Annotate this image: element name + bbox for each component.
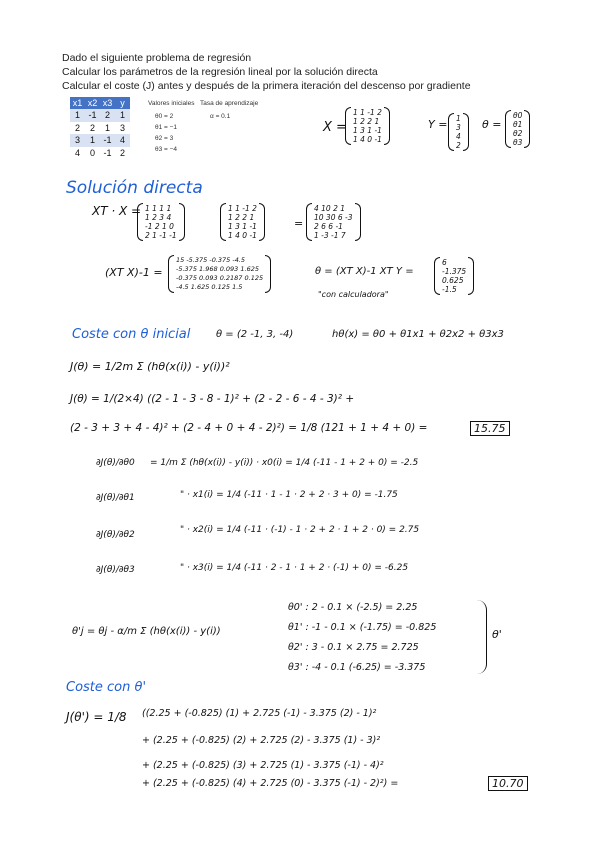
cost-new-line-3: + (2.25 + (-0.825) (3) + 2.725 (1) - 3.375 (-1) - 4)² [142, 760, 384, 771]
initial-value-theta2: θ2 = 3 [155, 135, 174, 142]
matrix-row: 1 -3 -1 7 [314, 231, 346, 240]
matrix-row: 1 1 -1 2 [353, 108, 382, 117]
y-vector [448, 113, 469, 151]
matrix-row: -1.5 [442, 285, 457, 294]
matrix-row: -4.5 1.625 0.125 1.5 [176, 283, 243, 291]
matrix-row: 1 3 1 -1 [228, 222, 257, 231]
matrix-row: 2 1 -1 -1 [145, 231, 177, 240]
matrix-row: 1 [456, 114, 461, 123]
learning-rate-title: Tasa de aprendizaje [200, 100, 259, 107]
cost-new-line-2: + (2.25 + (-0.825) (2) + 2.725 (2) - 3.375 (1) - 3)² [142, 735, 381, 746]
table-cell: 3 [115, 122, 130, 135]
cost-new-result: 10.70 [488, 776, 528, 791]
matrix-row: -1.375 [442, 267, 467, 276]
inverse-matrix [168, 255, 271, 293]
xtx-matrix [306, 203, 361, 241]
header-x2: x2 [85, 97, 100, 109]
theta-vector-label: θ = [482, 118, 502, 131]
theta-vector [505, 110, 530, 148]
matrix-row: -0.375 0.093 0.2187 0.125 [176, 274, 264, 282]
table-cell: 1 [115, 109, 130, 122]
gradient-theta2-rhs: " · x2(i) = 1/4 (-11 · (-1) - 1 · 2 + 2 · 1 + 2 · 0) = 2.75 [180, 525, 420, 535]
table-cell: 2 [70, 122, 85, 135]
matrix-row: 1 2 2 1 [228, 213, 255, 222]
cost-new-line-1: ((2.25 + (-0.825) (1) + 2.725 (-1) - 3.375 (2) - 1)² [142, 708, 377, 719]
update-theta0: θ0' : 2 - 0.1 × (-2.5) = 2.25 [288, 602, 418, 613]
xtx-label: XT · X = [92, 204, 142, 218]
matrix-row: 1 1 1 1 [145, 204, 172, 213]
table-row [70, 134, 130, 147]
header-x1: x1 [70, 97, 85, 109]
matrix-row: 4 [456, 132, 461, 141]
matrix-row: 4 10 2 1 [314, 204, 346, 213]
x-matrix-copy [220, 203, 265, 241]
cost-new-prefix: J(θ') = 1/8 [66, 710, 127, 724]
matrix-row: 1 2 2 1 [353, 117, 380, 126]
calculator-note: "con calculadora" [318, 290, 389, 299]
initial-values-title: Valores iniciales [148, 100, 195, 107]
table-cell: 4 [70, 147, 85, 160]
coste-inicial-heading: Coste con θ inicial [72, 327, 191, 342]
gradient-theta1-rhs: " · x1(i) = 1/4 (-11 · 1 - 1 · 2 + 2 · 3 + 0) = -1.75 [180, 490, 398, 500]
table-cell: 1 [70, 109, 85, 122]
table-cell: 3 [70, 134, 85, 147]
gradient-theta0-lhs: ∂J(θ)/∂θ0 [96, 458, 135, 468]
inverse-label: (XT X)-1 = [105, 266, 163, 279]
data-table [70, 97, 130, 159]
matrix-row: 2 6 6 -1 [314, 222, 343, 231]
table-row [70, 147, 130, 160]
table-row [70, 109, 130, 122]
gradient-theta3-lhs: ∂J(θ)/∂θ3 [96, 565, 135, 575]
matrix-row: 3 [456, 123, 461, 132]
initial-value-theta3: θ3 = −4 [155, 146, 178, 153]
coste-nuevo-heading: Coste con θ' [66, 680, 147, 695]
matrix-row: θ3 [513, 138, 523, 147]
x-matrix-label: X = [323, 120, 347, 135]
gradient-theta3-rhs: " · x3(i) = 1/4 (-11 · 2 - 1 · 1 + 2 · (-1) + 0) = -6.25 [180, 563, 409, 573]
matrix-row: 1 1 -1 2 [228, 204, 257, 213]
matrix-row: θ1 [513, 120, 523, 129]
cost-initial-result: 15.75 [470, 421, 510, 436]
update-theta2: θ2' : 3 - 0.1 × 2.75 = 2.725 [288, 642, 419, 653]
learning-rate-value: α = 0.1 [210, 113, 231, 120]
table-cell: -1 [85, 109, 100, 122]
table-cell: 2 [85, 122, 100, 135]
header-x3: x3 [100, 97, 115, 109]
header-y: y [115, 97, 130, 109]
intro-line-1: Dado el siguiente problema de regresión [62, 52, 252, 64]
table-cell: 2 [100, 109, 115, 122]
cost-calc-line-1: J(θ) = 1/(2×4) ((2 - 1 - 3 - 8 - 1)² + (2 - 2 - 6 - 4 - 3)² + [70, 393, 355, 405]
table-cell: -1 [100, 147, 115, 160]
initial-value-theta0: θ0 = 2 [155, 113, 174, 120]
table-cell: 1 [85, 134, 100, 147]
theta-initial-def: θ = (2 -1, 3, -4) [216, 329, 294, 340]
matrix-row: θ0 [513, 111, 523, 120]
theta-result-vector [434, 257, 474, 295]
matrix-row: -1 2 1 0 [145, 222, 174, 231]
hypothesis-def: hθ(x) = θ0 + θ1x1 + θ2x2 + θ3x3 [332, 329, 504, 340]
table-cell: 2 [115, 147, 130, 160]
initial-value-theta1: θ1 = −1 [155, 124, 178, 131]
table-cell: -1 [100, 134, 115, 147]
table-cell: 0 [85, 147, 100, 160]
theta-equation: θ = (XT X)-1 XT Y = [315, 266, 414, 277]
matrix-row: 15 -5.375 -0.375 -4.5 [176, 256, 246, 264]
matrix-row: 2 [456, 141, 461, 150]
right-brace [476, 600, 487, 674]
matrix-row: 1 3 1 -1 [353, 126, 382, 135]
gradient-theta0-rhs: = 1/m Σ (hθ(x(i)) - y(i)) · x0(i) = 1/4 (-11 - 1 + 2 + 0) = -2.5 [150, 458, 419, 468]
solucion-directa-heading: Solución directa [66, 178, 203, 198]
data-table-header [70, 97, 130, 109]
gradient-theta1-lhs: ∂J(θ)/∂θ1 [96, 493, 135, 503]
intro-line-3: Calcular el coste (J) antes y después de la primera iteración del descenso por gradiente [62, 80, 471, 92]
update-theta1: θ1' : -1 - 0.1 × (-1.75) = -0.825 [288, 622, 437, 633]
matrix-row: 1 4 0 -1 [228, 231, 257, 240]
cost-new-line-4: + (2.25 + (-0.825) (4) + 2.725 (0) - 3.375 (-1) - 2)²) = [142, 778, 399, 789]
xt-matrix [137, 203, 185, 241]
gradient-theta2-lhs: ∂J(θ)/∂θ2 [96, 530, 135, 540]
x-matrix [345, 107, 390, 145]
table-cell: 1 [100, 122, 115, 135]
intro-line-2: Calcular los parámetros de la regresión lineal por la solución directa [62, 66, 378, 78]
table-cell: 4 [115, 134, 130, 147]
matrix-row: 1 2 3 4 [145, 213, 172, 222]
update-theta3: θ3' : -4 - 0.1 (-6.25) = -3.375 [288, 662, 426, 673]
table-row [70, 122, 130, 135]
matrix-row: 1 4 0 -1 [353, 135, 382, 144]
equals-sign: = [294, 217, 304, 230]
matrix-row: 10 30 6 -3 [314, 213, 353, 222]
matrix-row: -5.375 1.968 0.093 1.625 [176, 265, 259, 273]
theta-prime-result: θ' [492, 628, 502, 641]
matrix-row: 0.625 [442, 276, 464, 285]
update-rule: θ'j = θj - α/m Σ (hθ(x(i)) - y(i)) [72, 626, 221, 637]
matrix-row: θ2 [513, 129, 523, 138]
y-matrix-label: Y = [428, 118, 448, 131]
cost-calc-line-2: (2 - 3 + 3 + 4 - 4)² + (2 - 4 + 0 + 4 - 2)²) = 1/8 (121 + 1 + 4 + 0) = [70, 422, 428, 434]
cost-function-def: J(θ) = 1/2m Σ (hθ(x(i)) - y(i))² [70, 360, 230, 373]
matrix-row: 6 [442, 258, 447, 267]
